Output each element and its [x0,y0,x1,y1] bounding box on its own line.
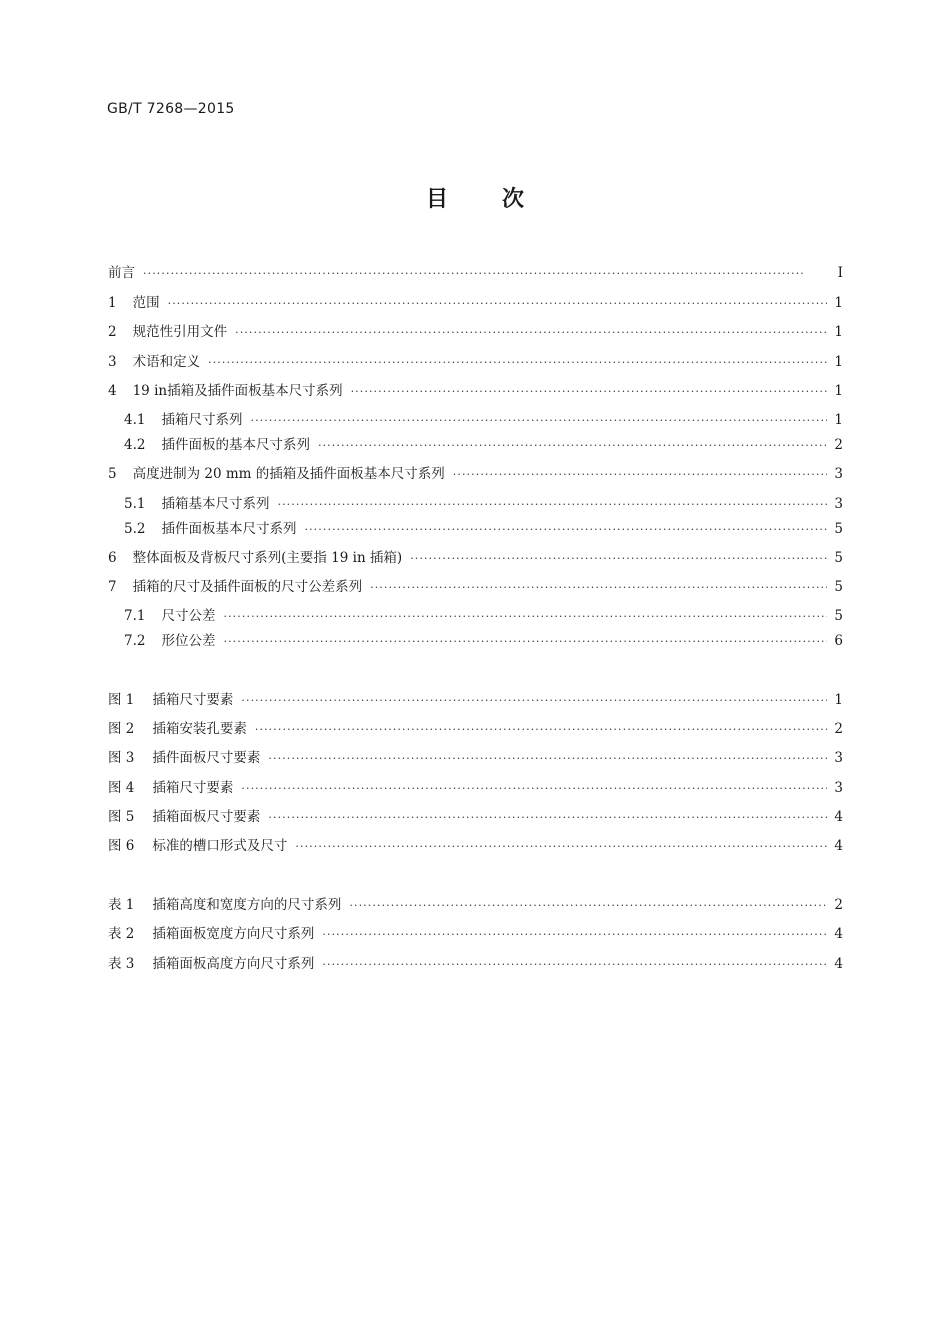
table-entry[interactable] [108,893,843,913]
toc-entry-number: 7.2 [124,633,146,649]
toc-entry[interactable] [108,575,843,595]
leader-dots [268,811,827,824]
toc-entry-number: 6 [108,550,117,566]
toc-entry-label: 规范性引用文件 [132,324,228,340]
figure-entry[interactable] [108,834,843,854]
toc-entry[interactable] [108,546,843,566]
figure-entry[interactable] [108,717,843,737]
leader-dots [235,326,827,339]
figure-label: 插箱尺寸要素 [152,692,234,708]
toc-entry[interactable] [108,492,843,512]
toc-entry-number: 5.1 [124,496,146,512]
toc-entry[interactable] [108,629,843,649]
leader-dots [277,498,827,511]
toc-entry-number: 1 [108,295,117,311]
figure-entry[interactable] [108,805,843,825]
toc-entry-label: 插箱尺寸系列 [161,412,243,428]
leader-dots [208,356,827,369]
table-number: 表 1 [108,897,135,913]
table-page: 4 [834,956,843,972]
toc-entry-page: 1 [834,354,843,370]
leader-dots [349,899,827,912]
table-label: 插箱面板宽度方向尺寸系列 [152,926,315,942]
toc-entry-number: 4 [108,383,117,399]
toc-entry[interactable] [108,350,843,370]
figure-page: 4 [834,838,843,854]
table-page: 2 [834,897,843,913]
toc-entry[interactable] [108,291,843,311]
toc-entry[interactable] [108,261,843,281]
leader-dots [318,439,827,452]
figure-page: 2 [834,721,843,737]
leader-dots [322,928,827,941]
toc-entry-label: 19 in插箱及插件面板基本尺寸系列 [132,383,343,399]
toc-entry-page: 1 [834,412,843,428]
table-label: 插箱面板高度方向尺寸系列 [152,956,315,972]
leader-dots [241,782,827,795]
toc-entry[interactable] [108,379,843,399]
leader-dots [453,468,827,481]
figure-number: 图 4 [108,780,135,796]
leader-dots [143,267,827,280]
toc-entry[interactable] [108,462,843,482]
toc-entry-label: 形位公差 [161,633,216,649]
toc-entry-page: 1 [834,295,843,311]
figure-number: 图 1 [108,692,135,708]
page-title-char-2: 次 [502,187,525,212]
toc-entry-number: 3 [108,354,117,370]
toc-entry-label: 插箱基本尺寸系列 [161,496,270,512]
table-entry[interactable] [108,952,843,972]
leader-dots [304,523,827,536]
toc-entry-number: 7.1 [124,608,146,624]
leader-dots [223,610,827,623]
table-number: 表 2 [108,926,135,942]
page-title-char-1: 目 [425,187,448,212]
figure-page: 4 [834,809,843,825]
table-number: 表 3 [108,956,135,972]
figure-number: 图 2 [108,721,135,737]
toc-entry-page: 3 [834,466,843,482]
toc-entry-label: 尺寸公差 [161,608,216,624]
figure-label: 插件面板尺寸要素 [152,750,261,766]
toc-entry[interactable] [108,604,843,624]
toc-entry-label: 前言 [108,265,135,281]
toc-entry-label: 整体面板及背板尺寸系列(主要指 19 in 插箱) [132,550,403,566]
leader-dots [410,552,827,565]
toc-entry-page: 6 [834,633,843,649]
table-label: 插箱高度和宽度方向的尺寸系列 [152,897,342,913]
leader-dots [322,958,827,971]
figure-page: 3 [834,750,843,766]
toc-entry-label: 插件面板基本尺寸系列 [161,521,297,537]
toc-entry-page: 5 [834,550,843,566]
toc-entry-label: 插件面板的基本尺寸系列 [161,437,310,453]
figure-label: 插箱尺寸要素 [152,780,234,796]
toc-entry-page: 3 [834,496,843,512]
toc-entry-number: 2 [108,324,117,340]
figure-number: 图 3 [108,750,135,766]
toc-entry-number: 5 [108,466,117,482]
figure-number: 图 5 [108,809,135,825]
toc-entry-number: 4.2 [124,437,146,453]
leader-dots [250,414,827,427]
figure-entry[interactable] [108,746,843,766]
toc-entry[interactable] [108,320,843,340]
table-page: 4 [834,926,843,942]
leader-dots [370,581,827,594]
figure-number: 图 6 [108,838,135,854]
toc-entry-page: 5 [834,521,843,537]
leader-dots [241,694,827,707]
toc-entry[interactable] [108,433,843,453]
toc-entry-page: 1 [834,324,843,340]
leader-dots [255,723,827,736]
leader-dots [168,297,827,310]
figure-entry[interactable] [108,776,843,796]
page-title [0,182,950,213]
toc-entry-label: 插箱的尺寸及插件面板的尺寸公差系列 [132,579,363,595]
toc-entry-page: 5 [834,608,843,624]
leader-dots [295,840,827,853]
toc-entry[interactable] [108,517,843,537]
table-entry[interactable] [108,922,843,942]
toc-entry-page: Ⅰ [837,265,843,281]
leader-dots [268,752,827,765]
toc-entry-label: 高度进制为 20 mm 的插箱及插件面板基本尺寸系列 [132,466,445,482]
toc-entry-number: 4.1 [124,412,146,428]
toc-entry-page: 2 [834,437,843,453]
leader-dots [351,385,827,398]
toc-entry[interactable] [108,408,843,428]
toc-entry-number: 7 [108,579,117,595]
figure-label: 标准的槽口形式及尺寸 [152,838,288,854]
figure-page: 1 [834,692,843,708]
toc-entry-number: 5.2 [124,521,146,537]
standard-number: GB/T 7268—2015 [107,101,235,117]
figure-label: 插箱面板尺寸要素 [152,809,261,825]
toc-entry-page: 1 [834,383,843,399]
figure-page: 3 [834,780,843,796]
figure-label: 插箱安装孔要素 [152,721,247,737]
leader-dots [223,635,827,648]
toc-entry-label: 范围 [132,295,160,311]
figure-entry[interactable] [108,688,843,708]
toc-entry-page: 5 [834,579,843,595]
toc-entry-label: 术语和定义 [132,354,201,370]
